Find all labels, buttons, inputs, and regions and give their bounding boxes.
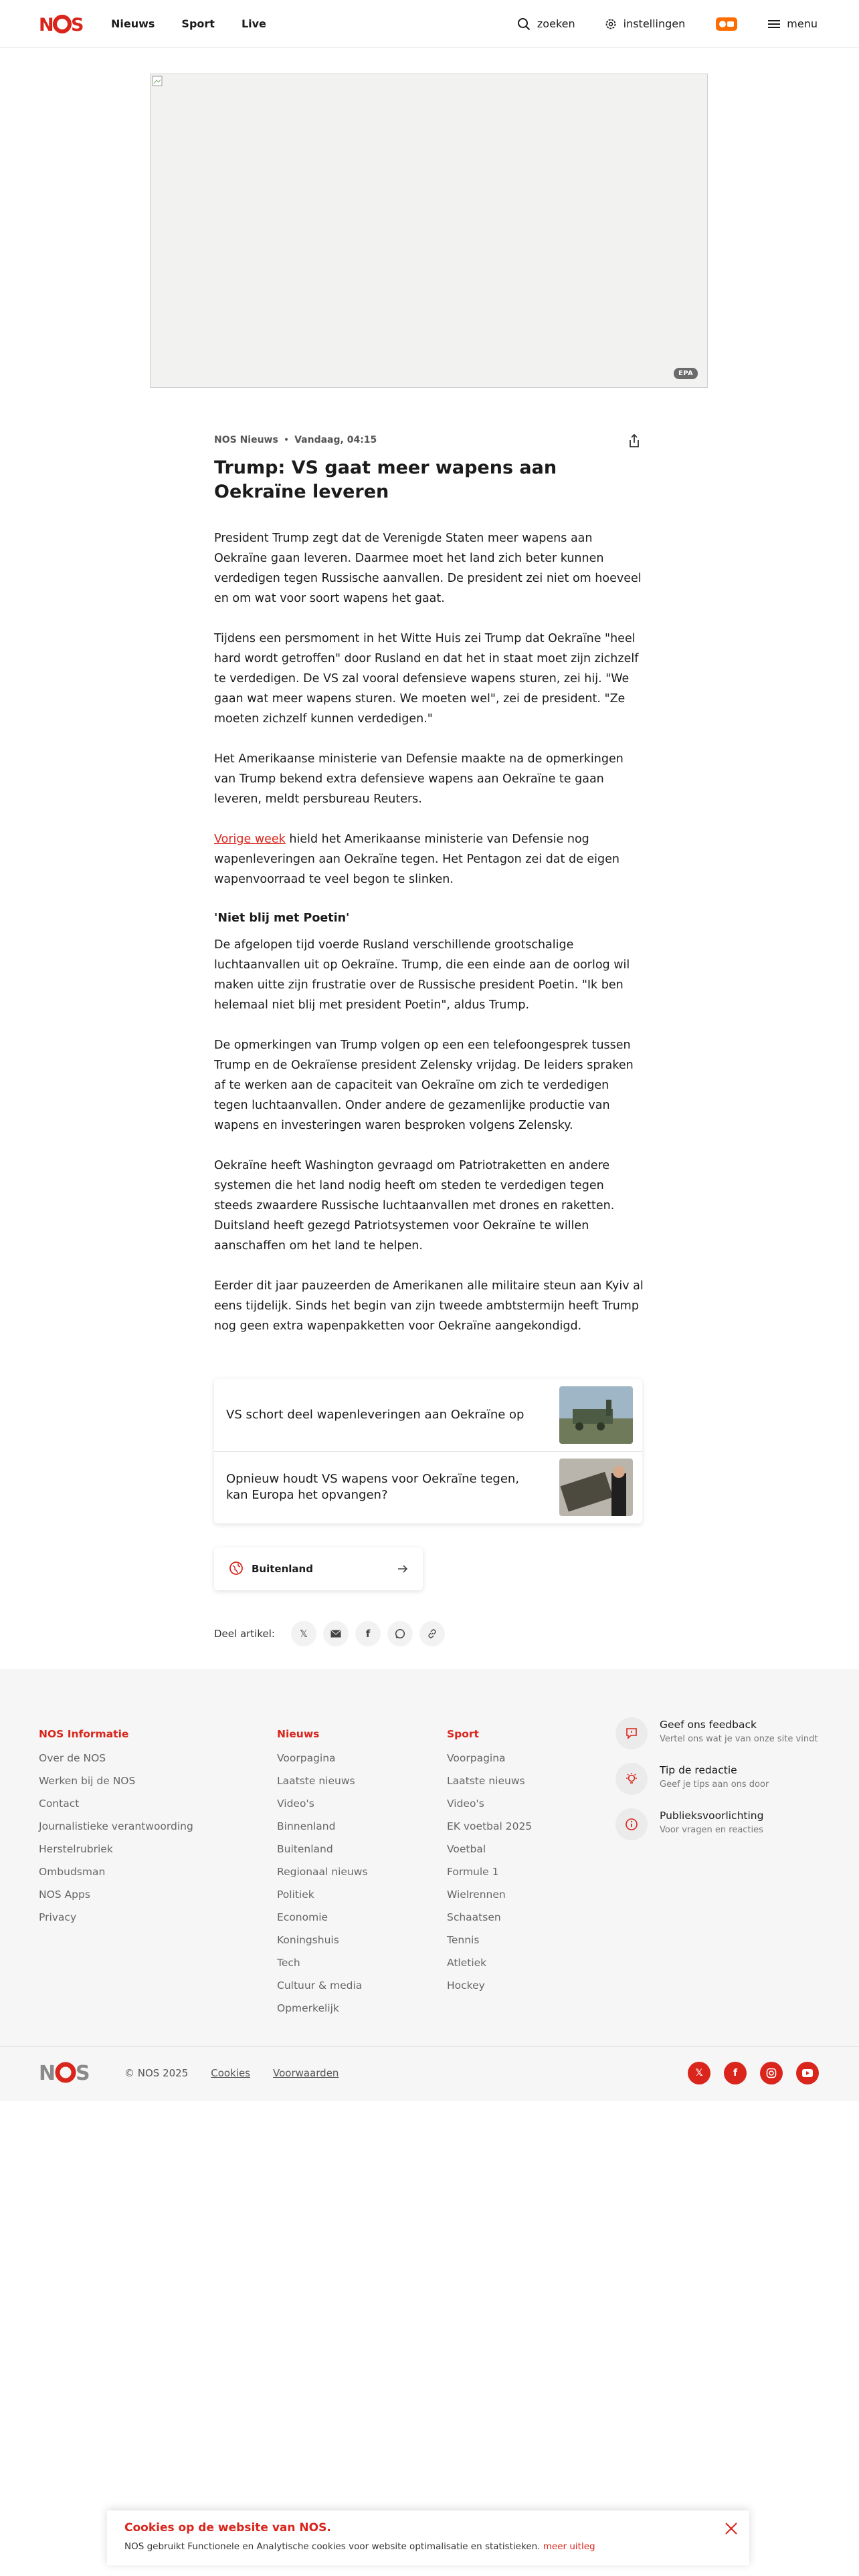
- footer-link[interactable]: Buitenland: [277, 1843, 333, 1855]
- footer-col-nieuws: [277, 1723, 368, 2020]
- related-thumbnail: [559, 1459, 633, 1516]
- search-icon: [517, 17, 531, 31]
- cta-subtitle: Vertel ons wat je van onze site vindt: [660, 1734, 818, 1744]
- nav-item-sport[interactable]: Sport: [181, 17, 215, 30]
- close-icon[interactable]: [724, 2521, 739, 2536]
- footer-link[interactable]: Wielrennen: [447, 1889, 506, 1901]
- feedback-cta[interactable]: [615, 1717, 830, 1763]
- related-articles: [214, 1379, 642, 1523]
- nos-logo[interactable]: [39, 15, 86, 33]
- footer-link[interactable]: Herstelrubriek: [39, 1843, 113, 1855]
- footer-link[interactable]: Binnenland: [277, 1820, 336, 1832]
- arrow-right-icon: [396, 1562, 409, 1576]
- article-meta: [214, 435, 377, 445]
- article-paragraph: Tijdens een persmoment in het Witte Huis zei Trump dat Oekraïne "heel hard wordt getroffen" door Rusland en dat het in staat moet zijn zichzelf te verdedigen. De VS zal vooral defensieve wapens sturen, zei hij. "We gaan wat meer wapens sturen. We moeten wel", zei de president. "Ze moeten zichzelf kunnen verdedigen.": [214, 632, 639, 726]
- nos-footer-logo[interactable]: [39, 2062, 92, 2083]
- cookie-description: NOS gebruikt Functionele en Analytische cookies voor website optimalisatie en statistieken.: [124, 2541, 541, 2552]
- cta-subtitle: Geef je tips aan ons door: [660, 1780, 769, 1790]
- info-icon: [625, 1818, 638, 1831]
- copyright: © NOS 2025: [124, 2067, 189, 2079]
- main-nav: [111, 16, 266, 32]
- vorige-week-link[interactable]: Vorige week: [214, 833, 286, 846]
- footer-link[interactable]: Economie: [277, 1911, 328, 1923]
- article-subheading: 'Niet blij met Poetin': [214, 911, 350, 925]
- article-paragraph: Het Amerikaanse ministerie van Defensie maakte na de opmerkingen van Trump bekend extra defensieve wapens aan Oekraïne te gaan leveren, meldt persbureau Reuters.: [214, 752, 624, 806]
- svg-text:N: N: [39, 15, 54, 33]
- article-paragraph: [214, 829, 645, 889]
- share-whatsapp-button[interactable]: [387, 1621, 413, 1646]
- footer-link[interactable]: Voorpagina: [277, 1752, 336, 1764]
- related-article-2[interactable]: [214, 1451, 642, 1523]
- share-facebook-button[interactable]: [355, 1621, 381, 1646]
- settings-button[interactable]: [605, 15, 686, 33]
- article-time: Vandaag, 04:15: [294, 435, 377, 445]
- footer-link[interactable]: Contact: [39, 1798, 80, 1810]
- footer-link[interactable]: Regionaal nieuws: [277, 1866, 368, 1878]
- svg-text:S: S: [71, 15, 84, 33]
- tag-label: Buitenland: [252, 1563, 313, 1575]
- cookies-link[interactable]: Cookies: [211, 2067, 250, 2079]
- footer-link[interactable]: Privacy: [39, 1911, 77, 1923]
- cookie-banner: [107, 2510, 749, 2565]
- npo-logo-icon[interactable]: [714, 16, 739, 32]
- cta-title: Tip de redactie: [660, 1764, 737, 1776]
- share-label: Deel artikel:: [214, 1628, 275, 1640]
- footer-link[interactable]: Politiek: [277, 1889, 314, 1901]
- footer-link[interactable]: EK voetbal 2025: [447, 1820, 533, 1832]
- mail-icon: [330, 1630, 341, 1638]
- menu-label: menu: [787, 17, 818, 30]
- related-title: VS schort deel wapenleveringen aan Oekraïne op: [226, 1408, 524, 1422]
- youtube-icon: [801, 2068, 814, 2078]
- footer-link[interactable]: Ombudsman: [39, 1866, 106, 1878]
- article-paragraph: Oekraïne heeft Washington gevraagd om Patriotraketten en andere systemen die het land nodig heeft om steden te verdedigen tegen steeds zwaardere Russische luchtaanvallen met drones en raketten. Duitsland heeft gezegd Patriotsystemen voor Oekraïne te willen aanschaffen om het land te helpen.: [214, 1159, 615, 1253]
- lightbulb-icon: [625, 1772, 638, 1786]
- footer-col-sport: [447, 1723, 532, 1997]
- footer-legal-links: [124, 2067, 339, 2079]
- feedback-icon: [625, 1727, 638, 1740]
- article-source: NOS Nieuws: [214, 435, 278, 445]
- cta-title: Geef ons feedback: [660, 1719, 757, 1731]
- footer-link[interactable]: Laatste nieuws: [277, 1775, 355, 1787]
- footer-link[interactable]: NOS Apps: [39, 1889, 90, 1901]
- cookie-title: Cookies op de website van NOS.: [124, 2521, 331, 2535]
- footer-link[interactable]: Hockey: [447, 1979, 485, 1992]
- social-links: [688, 2062, 819, 2084]
- footer-link[interactable]: Voorpagina: [447, 1752, 506, 1764]
- footer-heading: NOS Informatie: [39, 1728, 129, 1740]
- paragraph-text: hield het Amerikaanse ministerie van Defensie nog wapenleveringen aan Oekraïne tegen. Het Pentagon zei dat de eigen wapenvoorraad te veel begon te slinken.: [214, 833, 619, 886]
- terms-link[interactable]: Voorwaarden: [273, 2067, 339, 2079]
- share-x-button[interactable]: [291, 1621, 316, 1646]
- footer-link[interactable]: Opmerkelijk: [277, 2002, 339, 2014]
- header-actions: [517, 15, 818, 33]
- facebook-icon: f: [365, 1628, 371, 1640]
- footer-link[interactable]: Journalistieke verantwoording: [39, 1820, 193, 1832]
- footer-link[interactable]: Atletiek: [447, 1957, 487, 1969]
- broken-image-icon: [152, 76, 163, 86]
- footer-col-nos-informatie: [39, 1723, 193, 1929]
- cookie-more-link[interactable]: meer uitleg: [543, 2541, 595, 2552]
- footer-cta-list: [615, 1717, 830, 1854]
- site-header: [0, 0, 859, 48]
- search-button[interactable]: [517, 15, 575, 33]
- instagram-icon: [766, 2068, 777, 2078]
- facebook-social-icon[interactable]: f: [724, 2062, 747, 2084]
- footer-link[interactable]: Laatste nieuws: [447, 1775, 525, 1787]
- whatsapp-icon: [395, 1628, 405, 1639]
- tip-icon-wrap: [615, 1763, 648, 1795]
- svg-text:S: S: [76, 2062, 90, 2083]
- footer-link[interactable]: Tech: [277, 1957, 300, 1969]
- footer-link[interactable]: Voetbal: [447, 1843, 486, 1855]
- footer-link[interactable]: Tennis: [447, 1934, 480, 1946]
- cta-title: Publieksvoorlichting: [660, 1810, 764, 1822]
- footer-heading: Sport: [447, 1728, 479, 1740]
- topic-tag-buitenland[interactable]: [214, 1547, 423, 1590]
- footer-link[interactable]: Koningshuis: [277, 1934, 339, 1946]
- footer-heading: Nieuws: [277, 1728, 320, 1740]
- search-label: zoeken: [537, 17, 575, 30]
- footer-link[interactable]: Schaatsen: [447, 1911, 501, 1923]
- cookie-text: [124, 2541, 595, 2552]
- copy-link-button[interactable]: [419, 1621, 445, 1646]
- related-thumbnail: [559, 1386, 633, 1444]
- x-social-icon[interactable]: 𝕏: [688, 2062, 710, 2084]
- link-icon: [427, 1628, 438, 1639]
- menu-button[interactable]: [768, 15, 818, 33]
- footer-link[interactable]: Formule 1: [447, 1866, 499, 1878]
- x-icon: 𝕏: [299, 1628, 308, 1640]
- gear-icon: [605, 18, 617, 30]
- article-title: Trump: VS gaat meer wapens aan Oekraïne leveren: [214, 457, 557, 502]
- publieksvoorlichting-cta[interactable]: [615, 1808, 830, 1854]
- info-icon-wrap: [615, 1808, 648, 1840]
- share-icon[interactable]: [625, 432, 644, 451]
- youtube-social-icon[interactable]: [796, 2062, 819, 2084]
- site-footer: [0, 1669, 859, 2101]
- instagram-social-icon[interactable]: [760, 2062, 783, 2084]
- footer-link[interactable]: Cultuur & media: [277, 1979, 363, 1992]
- svg-text:N: N: [39, 2062, 56, 2083]
- share-email-button[interactable]: [323, 1621, 349, 1646]
- related-article-1[interactable]: [214, 1379, 642, 1451]
- article-paragraph: De afgelopen tijd voerde Rusland verschillende grootschalige luchtaanvallen uit op Oekraïne. Trump, die een einde aan de oorlog wil maken uitte zijn frustratie over de Russische president Poetin. "Ik ben helemaal niet blij met president Poetin", aldus Trump.: [214, 938, 630, 1012]
- footer-link[interactable]: Video's: [277, 1798, 314, 1810]
- image-credit-badge: EPA: [674, 368, 698, 379]
- tip-cta[interactable]: [615, 1763, 830, 1808]
- hero-image: [150, 74, 708, 388]
- meta-separator: •: [283, 435, 290, 445]
- article-body: [214, 528, 645, 1356]
- globe-icon: [229, 1561, 244, 1576]
- cta-subtitle: Voor vragen en reacties: [660, 1825, 763, 1835]
- feedback-icon-wrap: [615, 1717, 648, 1749]
- article-paragraph: Eerder dit jaar pauzeerden de Amerikanen alle militaire steun aan Kyiv al eens tijdelijk. Sinds het begin van zijn tweede ambtstermijn heeft Trump nog geen extra wapenpakketten voor Oekraïne aangekondigd.: [214, 1279, 644, 1333]
- nav-item-live[interactable]: Live: [241, 17, 266, 30]
- article-paragraph: De opmerkingen van Trump volgen op een een telefoongesprek tussen Trump en de Oekraïense president Zelensky vrijdag. De leiders spraken af te werken aan de capaciteit van Oekraïne om zich te verdedigen tegen luchtaanvallen. Onder andere de gezamenlijke productie van wapens en investeringen waren besproken volgens Zelensky.: [214, 1039, 634, 1132]
- settings-label: instellingen: [623, 17, 686, 30]
- related-title: Opnieuw houdt VS wapens voor Oekraïne tegen, kan Europa het opvangen?: [226, 1472, 520, 1502]
- footer-bottom-bar: [0, 2046, 859, 2101]
- share-row: [214, 1621, 445, 1646]
- article-paragraph: President Trump zegt dat de Verenigde Staten meer wapens aan Oekraïne gaan leveren. Daarmee moet het land zich beter kunnen verdedigen tegen Russische aanvallen. De president zei niet om hoeveel en om wat voor soort wapens het gaat.: [214, 532, 642, 605]
- footer-link[interactable]: Over de NOS: [39, 1752, 106, 1764]
- nav-item-nieuws[interactable]: Nieuws: [111, 17, 155, 30]
- footer-link[interactable]: Video's: [447, 1798, 484, 1810]
- hamburger-icon: [768, 19, 780, 29]
- footer-link[interactable]: Werken bij de NOS: [39, 1775, 136, 1787]
